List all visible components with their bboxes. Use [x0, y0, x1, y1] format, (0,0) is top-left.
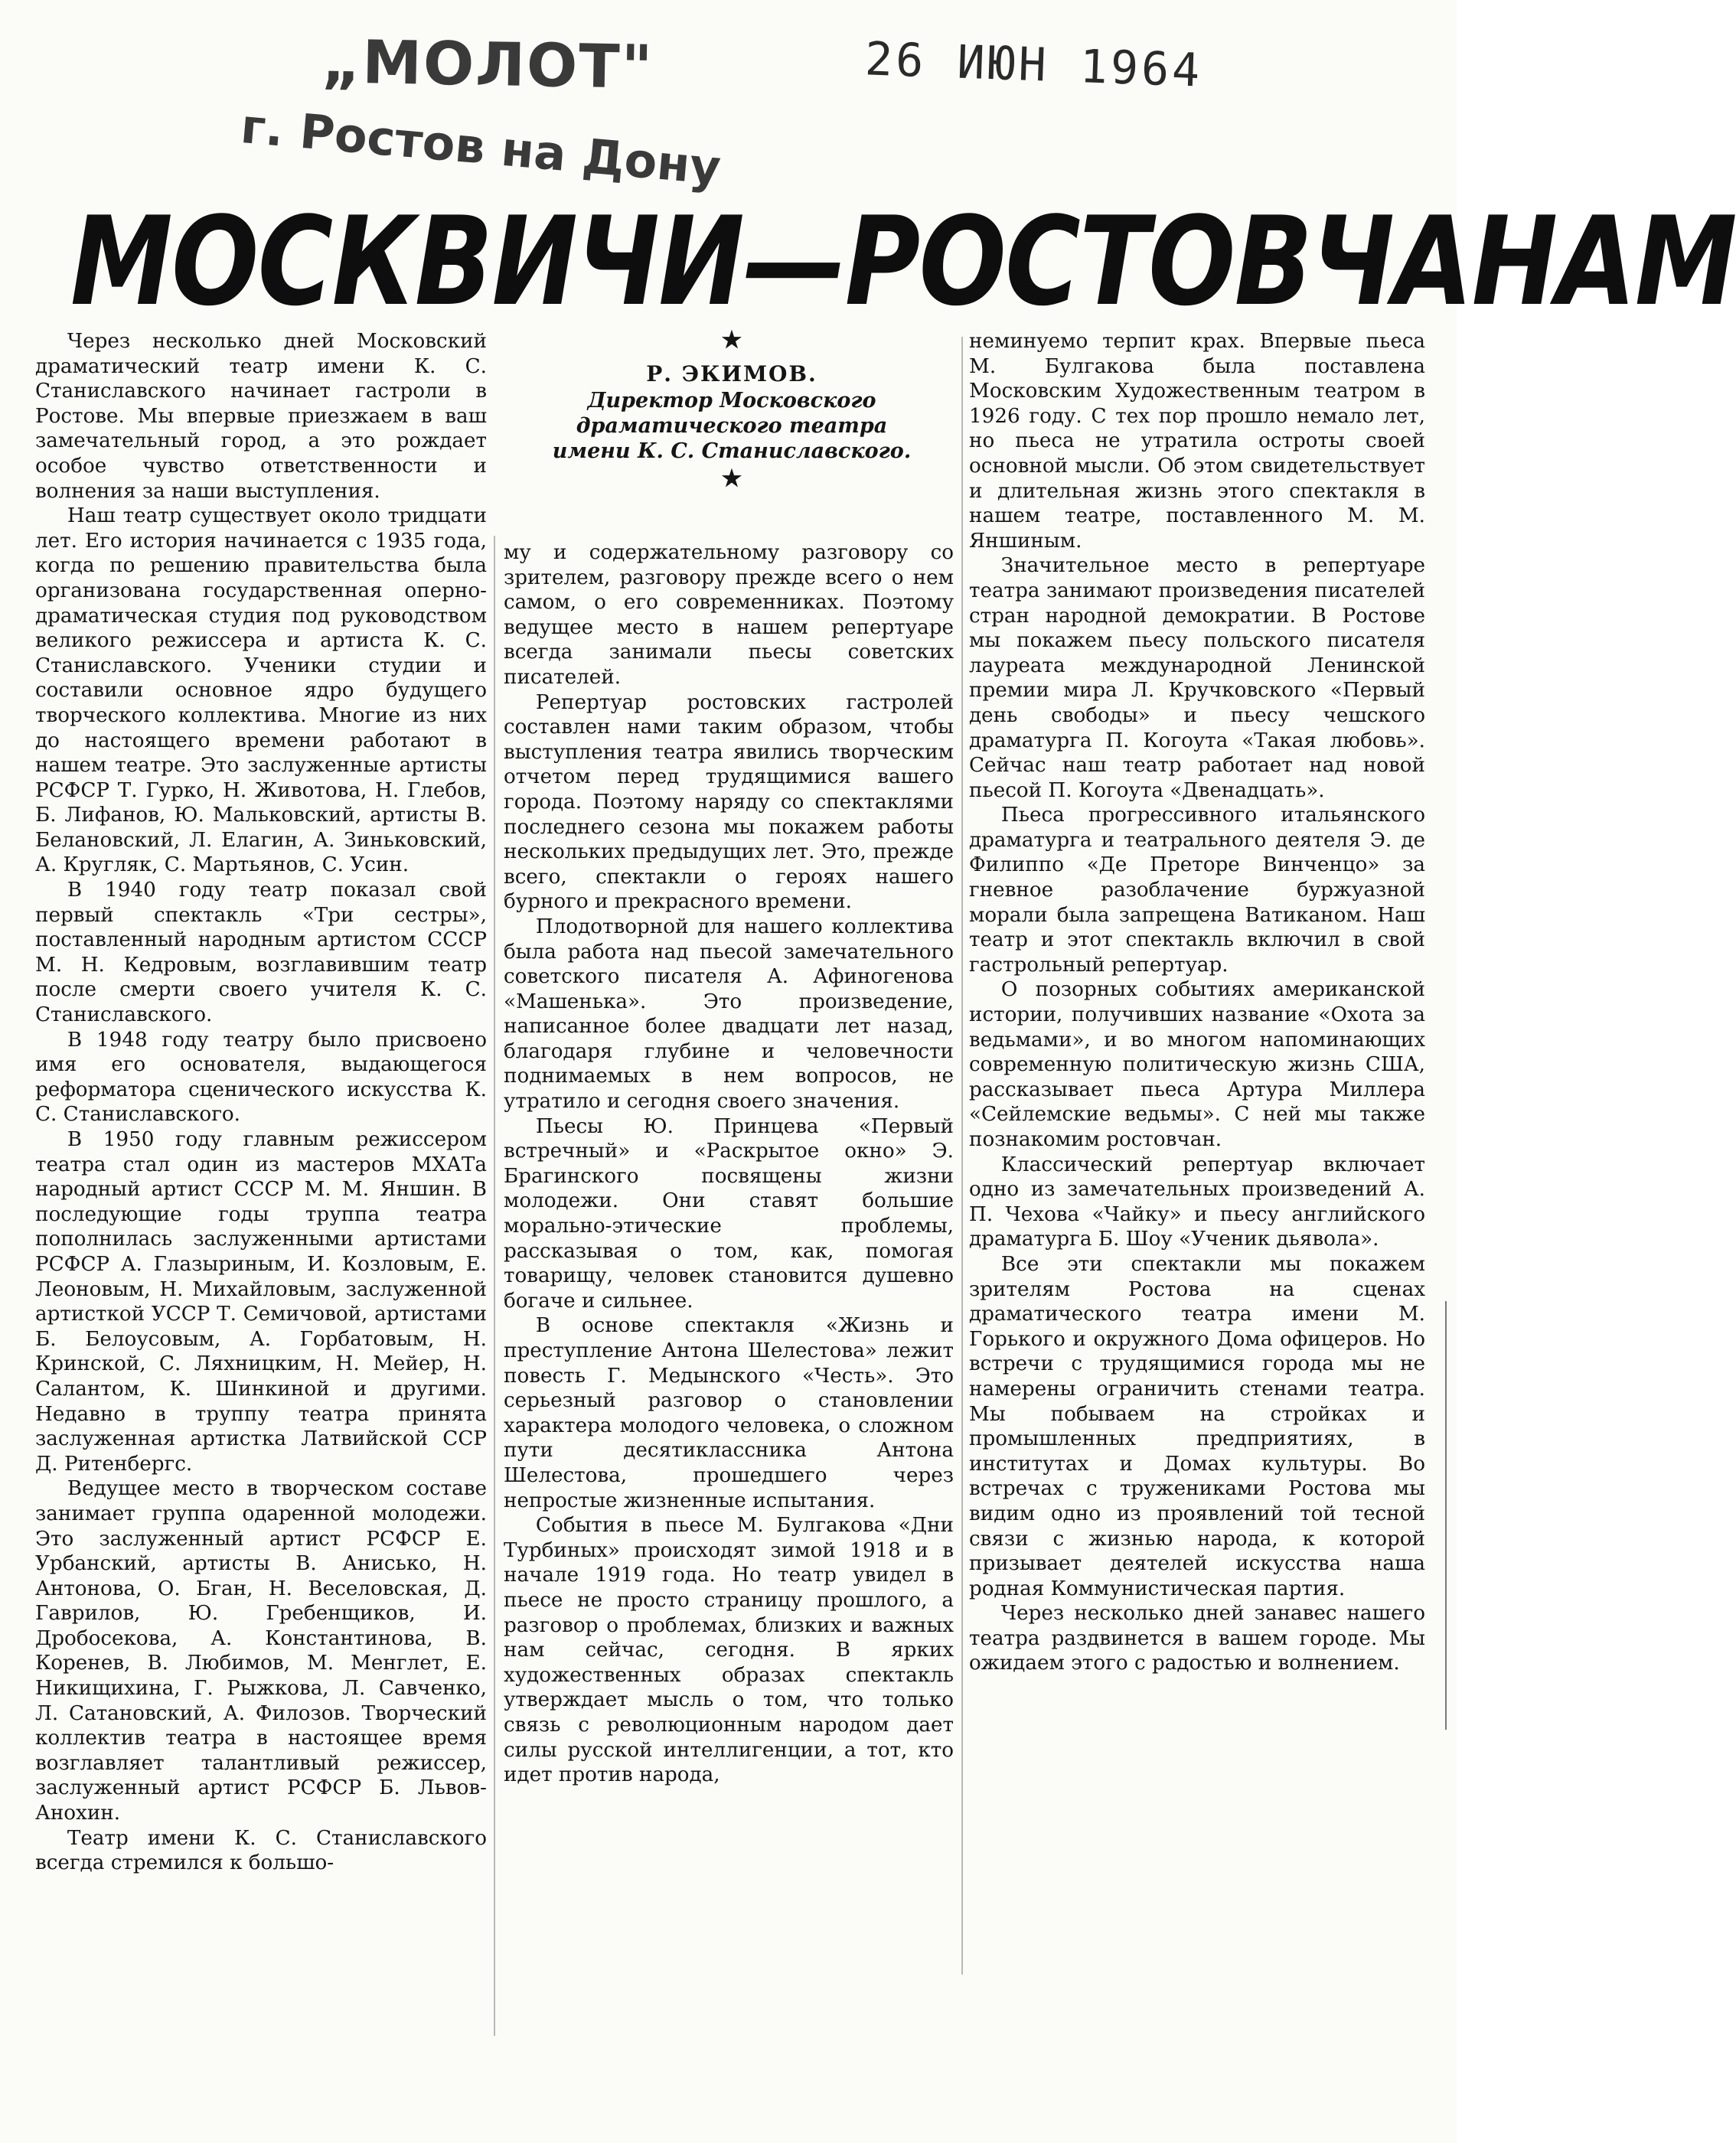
article-column-2 — [504, 540, 954, 1788]
star-icon: ★ — [721, 327, 742, 354]
paragraph: О позорных событиях американской истории, получивших название «Охота за ведьмами», и во многом напоминающих современную политическую жизнь США, рассказывает пьеса Артура Миллера «Сейлемские ведьмы». С ней мы также познакомим ростовчан. — [969, 978, 1425, 1151]
paragraph: В 1950 году главным режиссером театра стал один из мастеров МХАТа народный артист СССР М. М. Яншин. В последующие годы труппа театра пополнилась заслуженными артистами РСФСР А. Глазыриным, И. Козловым, Е. Леоновым, Н. Михайловым, заслуженной артисткой УССР Т. Семичовой, артистами Б. Белоусовым, А. Горбатовым, Н. Кринской, С. Ляхницким, Н. Мейер, Н. Салантом, К. Шинкиной и другими. Недавно в труппу театра принята заслуженная артистка Латвийской ССР Д. Ритенбергс. — [35, 1128, 487, 1476]
byline — [517, 325, 946, 494]
headline: МОСКВИЧИ—РОСТОВЧАНАМ — [70, 190, 1736, 333]
author-title-line: Директор Московского — [587, 389, 876, 413]
paragraph: Наш театр существует около тридцати лет. Его история начинается с 1935 года, когда по решению правительства была организована государственная оперно-драматическая студия под руководством великого режиссера и артиста К. С. Станиславского. Ученики студии и составили основное ядро будущего творческого коллектива. Многие из них до настоящего времени работают в нашем театре. Это заслуженные артисты РСФСР Т. Гурко, Н. Животова, Н. Глебов, Б. Лифанов, Ю. Мальковский, артисты В. Белановский, Л. Елагин, А. Зиньковский, А. Кругляк, С. Мартьянов, С. Усин. — [35, 504, 487, 877]
star-icon: ★ — [721, 465, 742, 492]
paragraph: Через несколько дней Московский драматический театр имени К. С. Станиславского начинает гастроли в Ростове. Мы впервые приезжаем в ваш замечательный город, а это рождает особое чувство ответственности и волнения за наши выступления. — [35, 330, 487, 503]
article-column-3 — [969, 329, 1425, 1676]
paragraph: Плодотворной для нашего коллектива была работа над пьесой замечательного советского писателя А. Афиногенова «Машенька». Это произведение, написанное более двадцати лет назад, благодаря глубине и человечности поднимаемых в нем вопросов, не утратило и сегодня своего значения. — [504, 915, 954, 1114]
paragraph: В основе спектакля «Жизнь и преступление Антона Шелестова» лежит повесть Г. Медынского «Честь». Это серьезный разговор о становлении характера молодого человека, о сложном пути десятиклассника Антона Шелестова, прошедшего через непростые жизненные испытания. — [504, 1314, 954, 1512]
city-stamp: г. Ростов на Дону — [238, 98, 723, 196]
paragraph: Ведущее место в творческом составе занимает группа одаренной молодежи. Это заслуженный артист РСФСР Е. Урбанский, артисты В. Анисько, Н. Антонова, О. Бган, Н. Веселовская, Д. Гаврилов, Ю. Гребенщиков, И. Дробосекова, А. Константинова, В. Коренев, В. Любимов, М. Менглет, Е. Никищихина, Г. Рыжкова, Л. Савченко, Л. Сатановский, А. Филозов. Творческий коллектив театра в настоящее время возглавляет талантливый режиссер, заслуженный артист РСФСР Б. Львов-Анохин. — [35, 1477, 487, 1825]
paragraph: Через несколько дней занавес нашего театра раздвинется в вашем городе. Мы ожидаем этого с радостью и волнением. — [969, 1602, 1425, 1675]
paragraph: Пьеса прогрессивного итальянского драматурга и театрального деятеля Э. де Филиппо «Де Преторе Винченцо» за гневное разоблачение буржуазной морали была запрещена Ватиканом. Наш театр и этот спектакль включил в свой гастрольный репертуар. — [969, 804, 1425, 977]
article-column-1 — [35, 329, 487, 1876]
paragraph: Пьесы Ю. Принцева «Первый встречный» и «Раскрытое окно» Э. Брагинского посвящены жизни молодежи. Они ставят большие морально-этические проблемы, рассказывая о том, как, помогая товарищу, человек становится душевно богаче и сильнее. — [504, 1114, 954, 1313]
newspaper-name-stamp: „МОЛОТ" — [321, 28, 654, 103]
author-title-line: имени К. С. Станиславского. — [552, 439, 912, 463]
handwritten-date: 26 ИЮН 1964 — [863, 32, 1204, 98]
paragraph: В 1940 году театр показал свой первый спектакль «Три сестры», поставленный народным артистом СССР М. Н. Кедровым, возглавившим театр после смерти своего учителя К. С. Станиславского. — [35, 879, 487, 1027]
paragraph: Репертуар ростовских гастролей составлен нами таким образом, чтобы выступления театра явились творческим отчетом перед трудящимися вашего города. Поэтому наряду со спектаклями последнего сезона мы покажем работы нескольких предыдущих лет. Это, прежде всего, спектакли о героях нашего бурного и прекрасного времени. — [504, 690, 954, 914]
paragraph: События в пьесе М. Булгакова «Дни Турбиных» происходят зимой 1918 и в начале 1919 года. Но театр увидел в пьесе не просто страницу прошлого, а разговор о проблемах, близких и важных нам сейчас, сегодня. В ярких художественных образах спектакль утверждает мысль о том, что только связь с революционным народом дает силы русской интеллигенции, а тот, кто идет против народа, — [504, 1514, 954, 1787]
margin-mark — [1445, 1301, 1447, 1730]
paragraph: неминуемо терпит крах. Впервые пьеса М. Булгакова была поставлена Московским Художественным театром в 1926 году. С тех пор прошло немало лет, но пьеса не утратила остроты своей основной мысли. Об этом свидетельствует и длительная жизнь этого спектакля в нашем театре, поставленного М. М. Яншиным. — [969, 330, 1425, 553]
paragraph: В 1948 году театру было присвоено имя его основателя, выдающегося реформатора сценического искусства К. С. Станиславского. — [35, 1028, 487, 1127]
paragraph: Театр имени К. С. Станиславского всегда стремился к большо- — [35, 1826, 487, 1875]
paragraph: Все эти спектакли мы покажем зрителям Ростова на сценах драматического театра имени М. Горького и окружного Дома офицеров. Но встречи с трудящимися города мы не намерены ограничить стенами театра. Мы побываем на стройках и промышленных предприятиях, в институтах и Домах культуры. Во встречах с тружениками Ростова мы видим одно из проявлений той тесной связи с жизнью народа, к которой призывает деятелей искусства наша родная Коммунистическая партия. — [969, 1252, 1425, 1600]
column-divider — [961, 337, 963, 1975]
paragraph: Значительное место в репертуаре театра занимают произведения писателей стран народной демократии. В Ростове мы покажем пьесу польского писателя лауреата международной Ленинской премии мира Л. Кручковского «Первый день свободы» и пьесу чешского драматурга П. Когоута «Такая любовь». Сейчас наш театр работает над новой пьесой П. Когоута «Двенадцать». — [969, 554, 1425, 802]
paragraph: Классический репертуар включает одно из замечательных произведений А. П. Чехова «Чайку» и пьесу английского драматурга Б. Шоу «Ученик дьявола». — [969, 1153, 1425, 1251]
author-name: Р. ЭКИМОВ. — [646, 361, 817, 387]
column-divider — [494, 536, 495, 2036]
author-title-line: драматического театра — [576, 414, 888, 438]
paragraph: му и содержательному разговору со зрителем, разговору прежде всего о нем самом, о его современниках. Поэтому ведущее место в нашем репертуаре всегда занимали пьесы советских писателей. — [504, 541, 954, 689]
